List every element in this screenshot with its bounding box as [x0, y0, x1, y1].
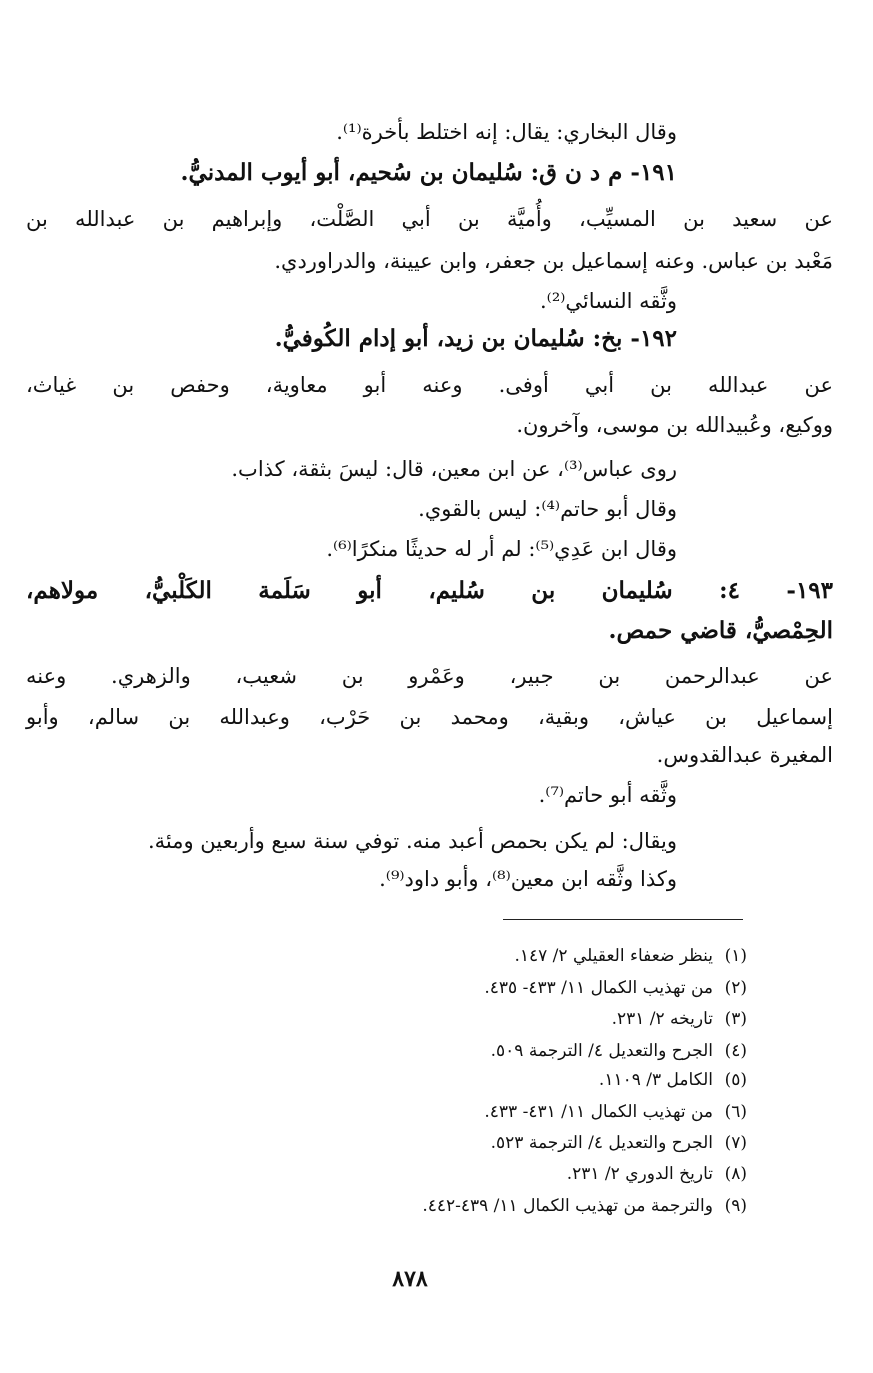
- text-line: وقال ابن عَدِي⁽⁵⁾: لم أر له حديثًا منكرًا⁽⁶⁾.: [326, 537, 677, 561]
- footnote-number: (٥): [724, 1070, 747, 1090]
- text-line: وثَّقه النسائي⁽²⁾.: [539, 289, 677, 313]
- text-line: مَعْبد بن عباس. وعنه إسماعيل بن جعفر، وابن عيينة، والدراوردي.: [274, 249, 833, 273]
- footnote: [484, 1100, 747, 1124]
- text-line: عن عبدالله بن أبي أوفى. وعنه أبو معاوية، وحفص بن غياث،: [26, 373, 833, 397]
- footnote-text: تاريخه ٢/ ٢٣١.: [611, 1009, 713, 1029]
- footnote-number: (٢): [724, 978, 747, 998]
- footnote-divider: [503, 919, 743, 920]
- footnote: [599, 1068, 747, 1092]
- footnote-number: (١): [724, 946, 747, 966]
- footnote-text: والترجمة من تهذيب الكمال ١١/ ٤٣٩-٤٤٢.: [422, 1196, 713, 1216]
- footnote: [491, 1131, 747, 1155]
- footnote-number: (٣): [724, 1009, 747, 1029]
- text-line: إسماعيل بن عياش، وبقية، ومحمد بن حَرْب، وعبدالله بن سالم، وأبو: [26, 705, 833, 729]
- text-line: وقال البخاري: يقال: إنه اختلط بأخرة⁽¹⁾.: [336, 120, 677, 144]
- footnote-number: (٤): [724, 1041, 747, 1061]
- footnote-number: (٦): [724, 1102, 747, 1122]
- text-line: عن سعيد بن المسيِّب، وأُميَّة بن أبي الصَّلْت، وإبراهيم بن عبدالله بن: [26, 207, 833, 231]
- entry-heading-192: ١٩٢- بخ: سُليمان بن زيد، أبو إدام الكُوفيُّ.: [274, 325, 677, 352]
- entry-heading-193: ١٩٣- ٤: سُليمان بن سُليم، أبو سَلَمة الكَلْبيُّ، مولاهم،: [26, 577, 833, 604]
- text-line: وكذا وثَّقه ابن معين⁽⁸⁾، وأبو داود⁽⁹⁾.: [379, 867, 677, 891]
- footnote-text: من تهذيب الكمال ١١/ ٤٣٣- ٤٣٥.: [484, 978, 713, 998]
- footnote-number: (٧): [724, 1133, 747, 1153]
- text-line: عن عبدالرحمن بن جبير، وعَمْرو بن شعيب، والزهري. وعنه: [26, 664, 833, 688]
- text-line: وقال أبو حاتم⁽⁴⁾: ليس بالقوي.: [418, 497, 677, 521]
- text-line: المغيرة عبدالقدوس.: [656, 743, 833, 767]
- footnote-text: الجرح والتعديل ٤/ الترجمة ٥٢٣.: [490, 1133, 713, 1153]
- text-line: وثَّقه أبو حاتم⁽⁷⁾.: [538, 783, 677, 807]
- footnote-number: (٩): [724, 1196, 747, 1216]
- footnote-text: ينظر ضعفاء العقيلي ٢/ ١٤٧.: [514, 946, 713, 966]
- entry-heading-191: ١٩١- م د ن ق: سُليمان بن سُحيم، أبو أيوب المدنيُّ.: [180, 159, 677, 186]
- footnote-text: الجرح والتعديل ٤/ الترجمة ٥٠٩.: [490, 1041, 713, 1061]
- footnote-text: من تهذيب الكمال ١١/ ٤٣١- ٤٣٣.: [484, 1102, 713, 1122]
- footnote: [491, 1039, 747, 1063]
- text-line: ووكيع، وعُبيدالله بن موسى، وآخرون.: [516, 413, 833, 437]
- text-line: ويقال: لم يكن بحمص أعبد منه. توفي سنة سبع وأربعين ومئة.: [147, 829, 677, 853]
- footnote-number: (٨): [724, 1164, 747, 1184]
- entry-heading-193-cont: الحِمْصيُّ، قاضي حمص.: [608, 617, 833, 644]
- footnote: [514, 944, 747, 968]
- text-line: روى عباس⁽³⁾، عن ابن معين، قال: ليسَ بثقة، كذاب.: [231, 457, 677, 481]
- footnote-text: تاريخ الدوري ٢/ ٢٣١.: [566, 1164, 713, 1184]
- footnote: [484, 976, 747, 1000]
- page-number: ٨٧٨: [392, 1266, 428, 1292]
- footnote: [612, 1007, 747, 1031]
- footnote: [567, 1162, 747, 1186]
- footnote-text: الكامل ٣/ ١١٠٩.: [598, 1070, 713, 1090]
- footnote: [422, 1194, 747, 1218]
